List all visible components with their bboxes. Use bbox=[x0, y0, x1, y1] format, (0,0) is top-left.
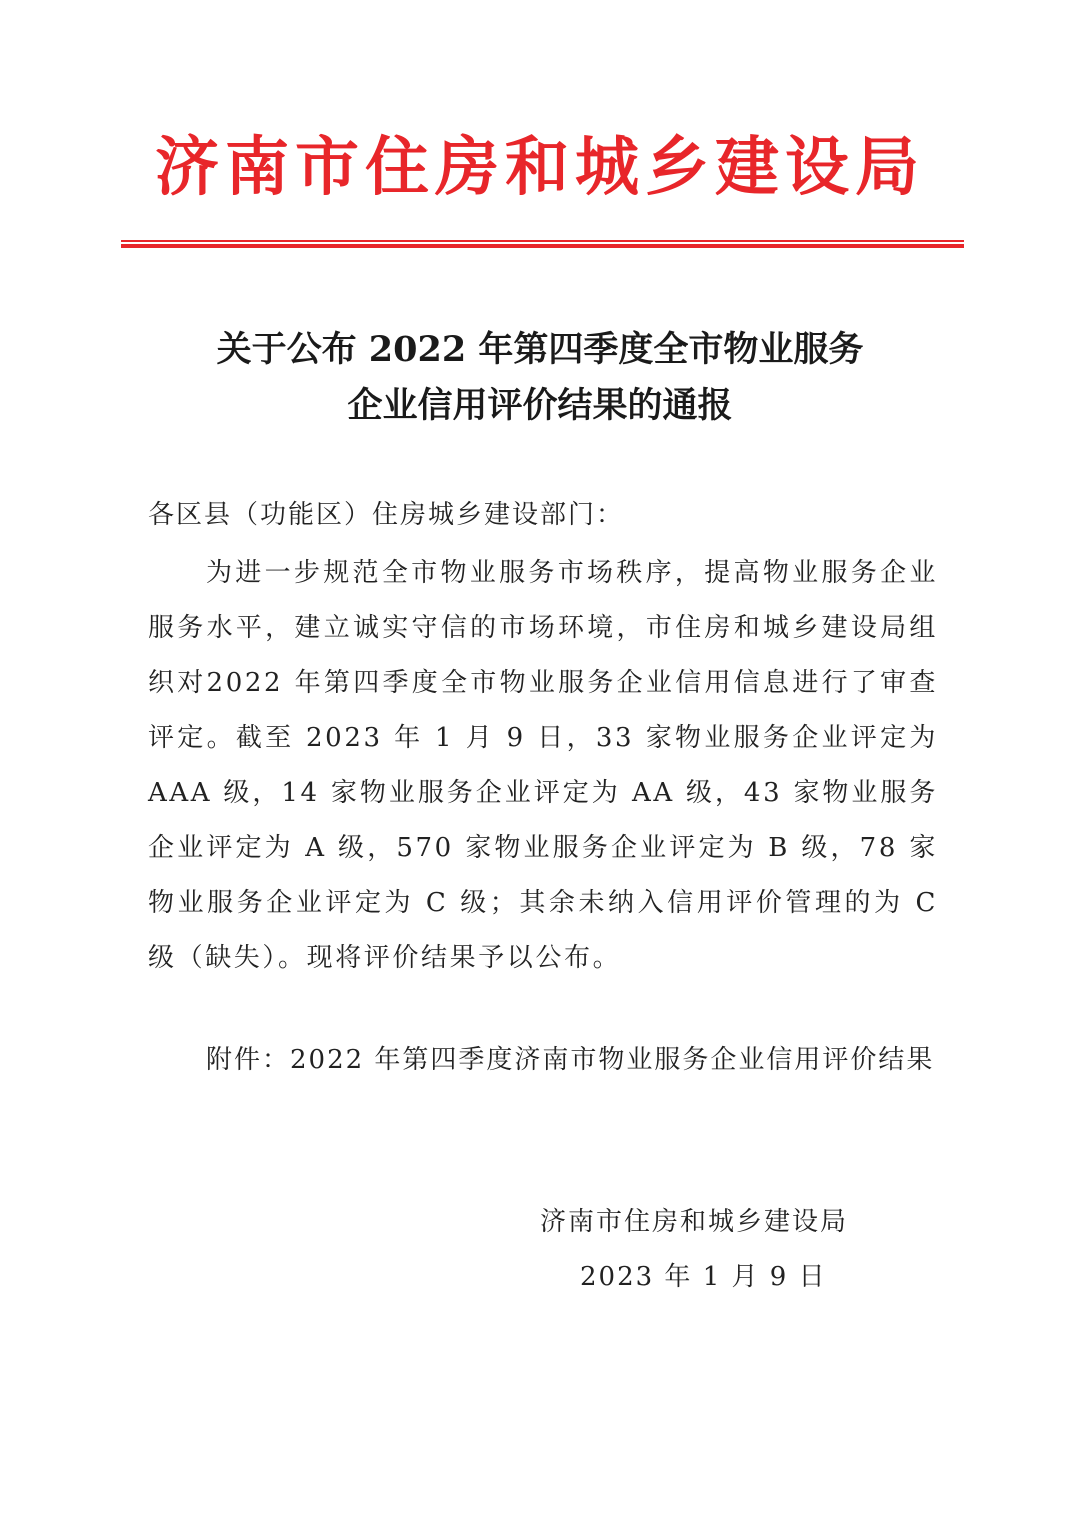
document-title-line-1: 关于公布 2022 年第四季度全市物业服务 bbox=[216, 329, 864, 370]
red-rule-thick-line bbox=[121, 244, 964, 248]
body-paragraph: 为进一步规范全市物业服务市场秩序，提高物业服务企业服务水平，建立诚实守信的市场环境，市住房和城乡建设局组织对2022 年第四季度全市物业服务企业信用信息进行了审查评定。截至 2023 年 1 月 9 日，33 家物业服务企业评定为 AAA 级，14 家物业服务企业评定为 AA 级，43 家物业服务企业评定为 A 级，570 家物业服务企业评定为 B 级，78 家物业服务企业评定为 C 级；其余未纳入信用评价管理的为 C 级（缺失）。现将评价结果予以公布。 bbox=[148, 558, 938, 973]
attachment-line: 附件：2022 年第四季度济南市物业服务企业信用评价结果 bbox=[206, 1045, 935, 1075]
document-title bbox=[0, 322, 1080, 434]
signature-date: 2023 年 1 月 9 日 bbox=[580, 1262, 827, 1292]
document-title-line-2: 企业信用评价结果的通报 bbox=[347, 385, 733, 426]
red-rule-thin-line bbox=[121, 240, 964, 242]
signature-org: 济南市住房和城乡建设局 bbox=[540, 1207, 849, 1237]
salutation: 各区县（功能区）住房城乡建设部门： bbox=[148, 500, 625, 530]
letterhead-org-name: 济南市住房和城乡建设局 bbox=[155, 130, 925, 205]
